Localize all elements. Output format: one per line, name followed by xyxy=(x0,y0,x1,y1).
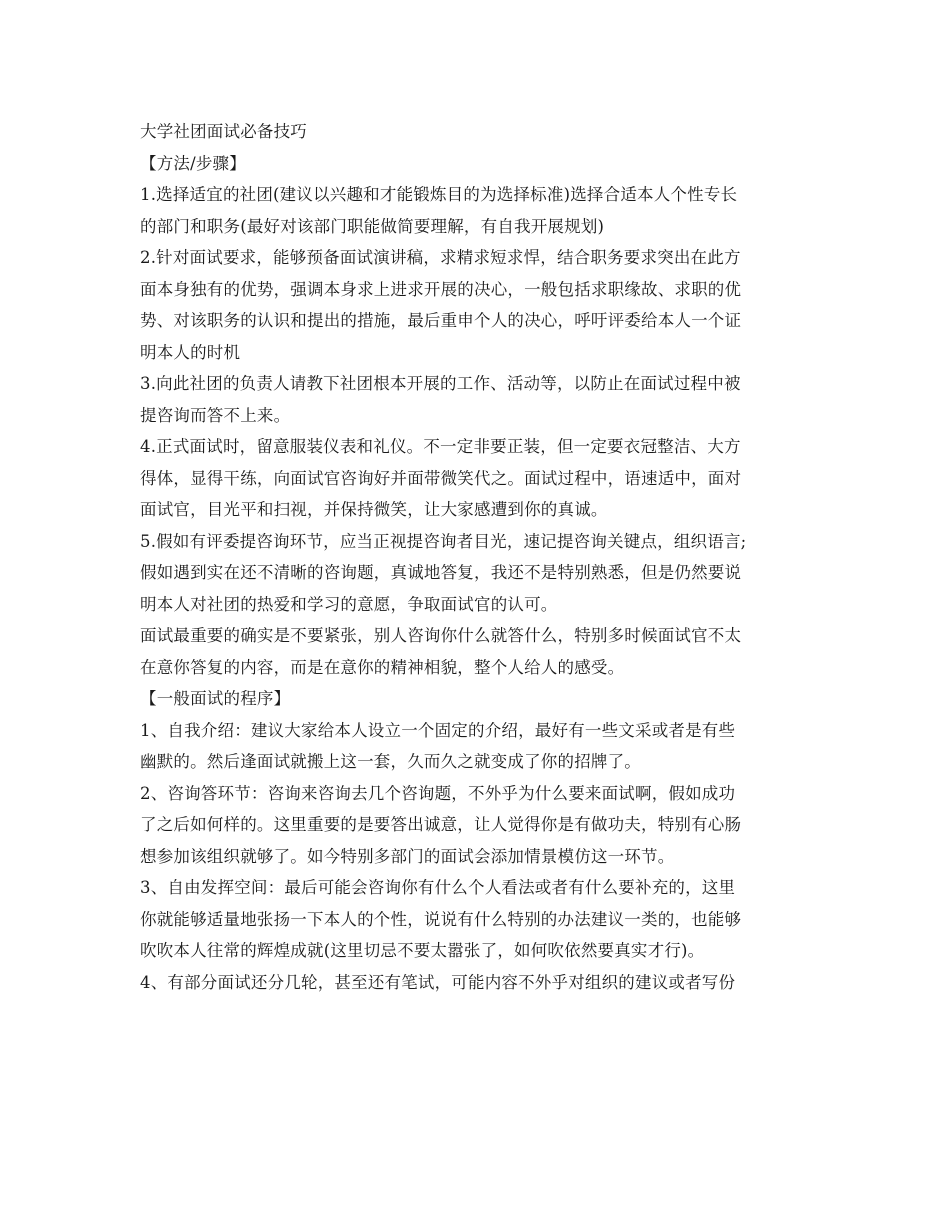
section-heading-methods: 【方法/步骤】 xyxy=(140,153,246,173)
text-line: 提咨询而答不上来。 xyxy=(140,405,291,425)
text-line: 吹吹本人往常的辉煌成就(这里切忌不要太嚣张了，如何吹依然要真实才行)。 xyxy=(140,941,705,960)
text-line: 得体，显得干练，向面试官咨询好并面带微笑代之。面试过程中，语速适中，面对 xyxy=(140,468,742,488)
section-heading-procedure: 【一般面试的程序】 xyxy=(140,689,291,708)
text-line: 4.正式面试时，留意服装仪表和礼仪。不一定非要正装，但一定要衣冠整洁、大方 xyxy=(140,437,741,456)
text-line: 假如遇到实在还不清晰的咨询题，真诚地答复，我还不是特别熟悉，但是仍然要说 xyxy=(140,563,742,582)
text-line: 势、对该职务的认识和提出的措施，最后重申个人的决心，呼吁评委给本人一个证 xyxy=(140,311,742,330)
document-page xyxy=(140,116,820,998)
text-line: 3.向此社团的负责人请教下社团根本开展的工作、活动等，以防止在面试过程中被 xyxy=(140,374,741,393)
text-line: 2.针对面试要求，能够预备面试演讲稿，求精求短求悍，结合职务要求突出在此方 xyxy=(140,248,741,267)
text-line: 明本人对社团的热爱和学习的意愿，争取面试官的认可。 xyxy=(140,594,558,614)
document-title: 大学社团面试必备技巧 xyxy=(140,122,307,141)
text-line: 你就能够适量地张扬一下本人的个性，说说有什么特别的办法建议一类的，也能够 xyxy=(140,909,742,929)
text-line: 了之后如何样的。这里重要的是要答出诚意，让人觉得你是有做功夫，特别有心肠 xyxy=(140,815,742,834)
text-line: 5.假如有评委提咨询环节，应当正视提咨询者目光，速记提咨询关键点，组织语言; xyxy=(140,531,747,551)
text-line: 面试官，目光平和扫视，并保持微笑，让大家感遭到你的真诚。 xyxy=(140,500,608,519)
text-line: 面试最重要的确实是不要紧张，别人咨询你什么就答什么，特别多时候面试官不太 xyxy=(140,626,742,645)
text-line: 4、有部分面试还分几轮，甚至还有笔试，可能内容不外乎对组织的建议或者写份 xyxy=(140,972,736,992)
text-line: 明本人的时机 xyxy=(140,342,241,362)
text-line: 1.选择适宜的社团(建议以兴趣和才能锻炼目的为选择标准)选择合适本人个性专长 xyxy=(140,185,738,204)
text-line: 想参加该组织就够了。如今特别多部门的面试会添加情景模仿这一环节。 xyxy=(140,846,675,866)
text-line: 幽默的。然后逢面试就搬上这一套，久而久之就变成了你的招牌了。 xyxy=(140,752,641,771)
text-line: 的部门和职务(最好对该部门职能做简要理解，有自我开展规划) xyxy=(140,216,605,236)
text-line: 在意你答复的内容，而是在意你的精神相貌，整个人给人的感受。 xyxy=(140,657,625,677)
text-line: 1、自我介绍：建议大家给本人设立一个固定的介绍，最好有一些文采或者是有些 xyxy=(140,720,736,740)
text-line: 3、自由发挥空间：最后可能会咨询你有什么个人看法或者有什么要补充的，这里 xyxy=(140,878,736,897)
text-line: 面本身独有的优势，强调本身求上进求开展的决心，一般包括求职缘故、求职的优 xyxy=(140,279,742,299)
text-line: 2、咨询答环节：咨询来咨询去几个咨询题，不外乎为什么要来面试啊，假如成功 xyxy=(140,783,736,803)
